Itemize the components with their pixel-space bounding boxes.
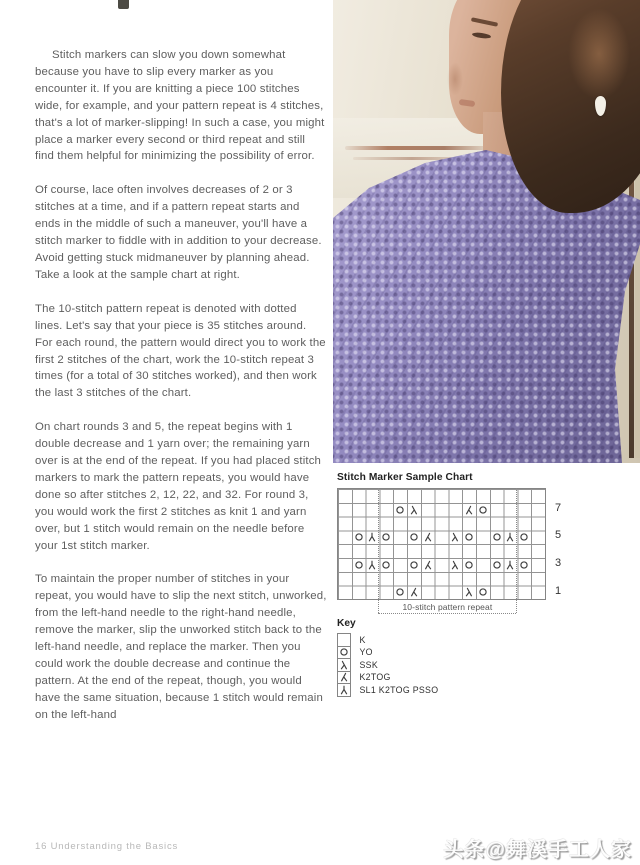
- ssk-icon: [448, 530, 462, 544]
- repeat-dotted-line: [378, 488, 379, 613]
- repeat-label: 10-stitch pattern repeat: [402, 602, 493, 613]
- yo-icon: [462, 558, 476, 572]
- page-top-mark: [118, 0, 129, 9]
- key-entry: [337, 646, 438, 660]
- yo-icon: [490, 530, 504, 544]
- paragraph: To maintain the proper number of stitches in your repeat, you would have to slip the next stitch, unworked, from the left-hand needle to the right-hand needle, remove the marker, slip the unworked stitch back to the left-hand needle, and replace the marker. Then you could work the double decrease and continue the pattern. At the end of the repeat, though, you would have the same situation, because 1 stitch would remain on the left-hand: [35, 573, 327, 721]
- yo-icon: [393, 503, 407, 517]
- chart-grid-wrap: [337, 488, 597, 633]
- yo-icon: [337, 646, 351, 660]
- key-entry-label: K: [359, 634, 366, 645]
- yo-icon: [379, 558, 393, 572]
- key-entry-label: SSK: [359, 659, 379, 670]
- cdd-icon: [504, 530, 518, 544]
- yo-icon: [352, 558, 366, 572]
- key-entry-label: SL1 K2TOG PSSO: [359, 684, 439, 695]
- photo: [333, 0, 640, 463]
- paragraph: On chart rounds 3 and 5, the repeat begins with 1 double decrease and 1 yarn over; the remaining yarn over is at the end of the repeat. If you had placed stitch markers to mark the pattern repeats, you would have done so after stitches 2, 12, 22, and 32. For round 3, you would work the first 2 stitches as knit 1 and yarn over, but 1 stitch would remain on the needle before your 1st stitch marker.: [35, 421, 322, 552]
- key-entry-label: K2TOG: [359, 672, 391, 683]
- yo-icon: [393, 586, 407, 600]
- repeat-dotted-line: [378, 613, 516, 614]
- yo-icon: [517, 530, 531, 544]
- yo-icon: [476, 586, 490, 600]
- k2tog-icon: [421, 558, 435, 572]
- cdd-icon: [366, 530, 380, 544]
- yo-icon: [476, 503, 490, 517]
- chart-row-number: 5: [555, 529, 562, 542]
- repeat-dotted-line: [516, 488, 517, 613]
- chart-grid: [337, 488, 546, 600]
- chart-title: Stitch Marker Sample Chart: [337, 472, 473, 483]
- key-entry: [337, 683, 438, 697]
- cdd-icon: [504, 558, 518, 572]
- ssk-icon: [407, 503, 421, 517]
- chart-row-number: 7: [555, 501, 562, 514]
- ssk-icon: [462, 586, 476, 600]
- photo-nose-shadow: [447, 62, 463, 96]
- paragraph: Of course, lace often involves decreases of 2 or 3 stitches at a time, and if a pattern repeat starts and ends in the middle of such a maneuver, you'll have a stitch marker to fiddle with in addition to your decrease. Avoid getting stuck midmaneuver by planning ahead. Take a look at the sample chart at right.: [35, 184, 322, 281]
- k2tog-icon: [462, 503, 476, 517]
- chart-row-number: 1: [555, 584, 562, 597]
- key-entry: [337, 633, 438, 647]
- k-icon: [337, 633, 351, 647]
- cdd-icon: [337, 683, 351, 697]
- key-list: [337, 633, 438, 697]
- yo-icon: [407, 530, 421, 544]
- k2tog-icon: [337, 671, 351, 685]
- paragraph: Stitch markers can slow you down somewhat because you have to slip every marker as you encounter it. If you are knitting a piece 100 stitches wide, for example, and your pattern repeat is 4 stitches, that's a lot of marker-slipping! In such a case, you might place a marker every second or third repeat and still find them helpful for minimizing the possibility of error.: [35, 49, 325, 163]
- photo-hair-highlight: [568, 8, 630, 100]
- yo-icon: [379, 530, 393, 544]
- chart-row-number: 3: [555, 557, 562, 569]
- k2tog-icon: [407, 586, 421, 600]
- yo-icon: [517, 558, 531, 572]
- cdd-icon: [366, 558, 380, 572]
- yo-icon: [490, 558, 504, 572]
- watermark: 头条@舞溪手工人家: [443, 839, 632, 861]
- key-entry-label: YO: [359, 647, 373, 658]
- footer-page-label: 16 Understanding the Basics: [35, 841, 179, 852]
- ssk-icon: [337, 658, 351, 672]
- key-entry: [337, 671, 438, 685]
- key-title: Key: [337, 618, 356, 629]
- article: [35, 47, 327, 741]
- yo-icon: [407, 558, 421, 572]
- k2tog-icon: [421, 530, 435, 544]
- ssk-icon: [448, 558, 462, 572]
- paragraph: The 10-stitch pattern repeat is denoted with dotted lines. Let's say that your piece is 35 stitches around. For each round, the pattern would direct you to work the first 2 stitches of the chart, work the 10-stitch repeat 3 times (for a total of 30 stitches worked), and then work the last 3 stitches of the chart.: [35, 302, 326, 400]
- key-entry: [337, 658, 438, 672]
- yo-icon: [352, 530, 366, 544]
- key: [337, 618, 438, 697]
- yo-icon: [462, 530, 476, 544]
- photo-rust-streak: [345, 146, 487, 150]
